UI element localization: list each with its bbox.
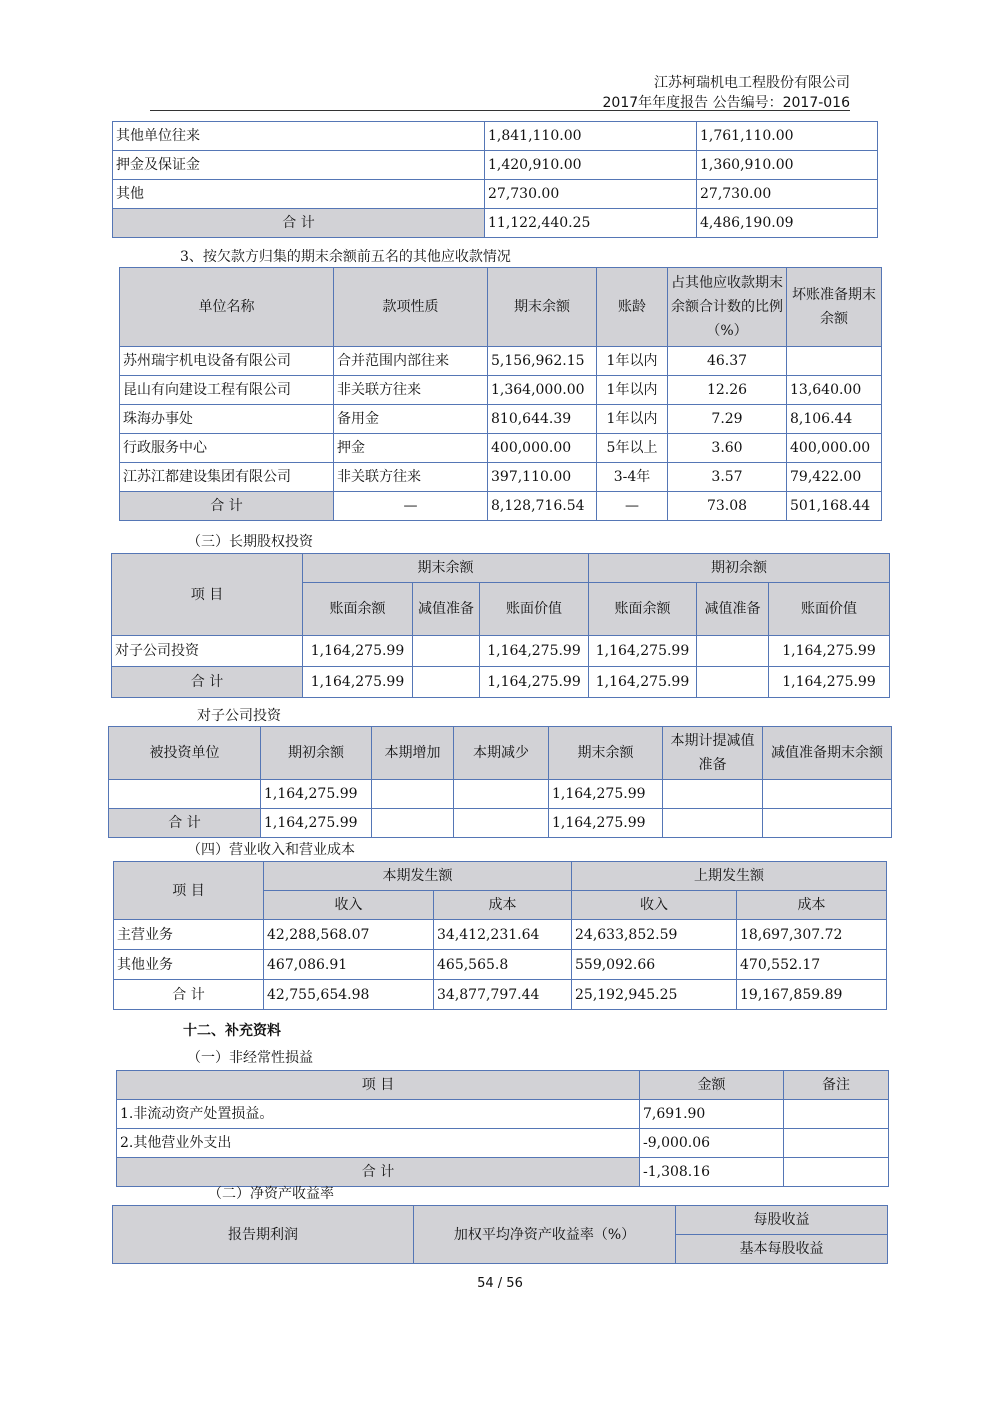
table-row [120, 376, 882, 405]
table-cell: 7,691.90 [640, 1100, 784, 1129]
table-header-row [120, 268, 882, 347]
table-cell [763, 780, 892, 809]
table-row [114, 920, 887, 950]
table-cell: 1,164,275.99 [549, 809, 663, 838]
table-cell: 1年以内 [597, 347, 668, 376]
col-header: 报告期利润 [113, 1206, 414, 1264]
table-row [112, 636, 890, 667]
table-cell: 46.37 [668, 347, 787, 376]
table-cell: 501,168.44 [787, 492, 882, 521]
table-cell: 397,110.00 [488, 463, 597, 492]
table-cell: 3.60 [668, 434, 787, 463]
table-cell: 1,761,110.00 [697, 122, 878, 151]
col-header: 备注 [784, 1071, 889, 1100]
table-cell: 1,164,275.99 [303, 636, 413, 667]
section-long-term-equity: （三）长期股权投资 [187, 534, 313, 550]
col-header: 占其他应收款期末余额合计数的比例（%） [668, 268, 787, 347]
other-receivables-table [112, 121, 878, 238]
col-header-item: 项 目 [114, 862, 264, 920]
table-cell: 25,192,945.25 [572, 980, 737, 1010]
col-header: 减值准备 [413, 583, 480, 636]
table-cell [454, 809, 549, 838]
table-cell: 1年以内 [597, 376, 668, 405]
table-cell: 1,164,275.99 [549, 780, 663, 809]
table-cell [697, 636, 769, 667]
col-header-current-period: 本期发生额 [264, 862, 572, 891]
page-number: 54 / 56 [477, 1276, 523, 1291]
section-revenue-cost: （四）营业收入和营业成本 [187, 842, 355, 858]
table-cell: 11,122,440.25 [485, 209, 697, 238]
table-cell: 苏州瑞宇机电设备有限公司 [120, 347, 334, 376]
total-label: 合 计 [112, 667, 303, 698]
table-cell: -1,308.16 [640, 1158, 784, 1187]
table-cell: 1,420,910.00 [485, 151, 697, 180]
col-header: 账龄 [597, 268, 668, 347]
section-supplementary-info: 十二、补充资料 [183, 1023, 281, 1039]
total-label: 合 计 [114, 980, 264, 1010]
table-row [113, 122, 878, 151]
table-cell: 1.非流动资产处置损益。 [117, 1100, 640, 1129]
table-cell [787, 347, 882, 376]
col-header-period-end: 期末余额 [303, 554, 589, 583]
section-return-on-equity: （二）净资产收益率 [208, 1186, 334, 1202]
table-cell: 24,633,852.59 [572, 920, 737, 950]
table-row [114, 950, 887, 980]
col-header: 坏账准备期末余额 [787, 268, 882, 347]
table-cell [697, 667, 769, 698]
table-cell: 1,164,275.99 [589, 667, 697, 698]
table-row [117, 1100, 889, 1129]
table-cell: 押金 [334, 434, 488, 463]
header-divider [150, 110, 850, 111]
table-cell: 3.57 [668, 463, 787, 492]
table-cell: 400,000.00 [787, 434, 882, 463]
col-header: 减值准备 [697, 583, 769, 636]
table-cell [454, 780, 549, 809]
table-cell: 27,730.00 [697, 180, 878, 209]
col-header: 账面余额 [589, 583, 697, 636]
col-header: 收入 [264, 891, 434, 920]
section-non-recurring: （一）非经常性损益 [187, 1050, 313, 1066]
table-cell: 非关联方往来 [334, 376, 488, 405]
table-cell: 12.26 [668, 376, 787, 405]
section-top5-receivables: 3、按欠款方归集的期末余额前五名的其他应收款情况 [180, 249, 511, 265]
total-label: 合 计 [120, 492, 334, 521]
table-cell: 470,552.17 [737, 950, 887, 980]
col-header-prior-period: 上期发生额 [572, 862, 887, 891]
table-header-row [109, 727, 892, 780]
table-cell: 42,288,568.07 [264, 920, 434, 950]
col-header: 本期减少 [454, 727, 549, 780]
table-cell [413, 667, 480, 698]
table-header-row [112, 554, 890, 583]
table-cell: 18,697,307.72 [737, 920, 887, 950]
table-row [113, 151, 878, 180]
table-cell: 1,164,275.99 [480, 636, 589, 667]
table-cell: 1,164,275.99 [480, 667, 589, 698]
table-total-row [120, 492, 882, 521]
table-cell: 4,486,190.09 [697, 209, 878, 238]
table-cell: 非关联方往来 [334, 463, 488, 492]
table-cell: 467,086.91 [264, 950, 434, 980]
table-cell: 5年以上 [597, 434, 668, 463]
non-recurring-table [116, 1070, 889, 1187]
table-cell: — [334, 492, 488, 521]
table-cell [784, 1100, 889, 1129]
table-cell: — [597, 492, 668, 521]
table-cell: 559,092.66 [572, 950, 737, 980]
col-header: 被投资单位 [109, 727, 261, 780]
col-header: 每股收益 [676, 1206, 888, 1235]
col-header: 账面余额 [303, 583, 413, 636]
table-cell [372, 809, 454, 838]
col-header: 收入 [572, 891, 737, 920]
table-cell: 押金及保证金 [113, 151, 485, 180]
table-cell: 珠海办事处 [120, 405, 334, 434]
col-header: 减值准备期末余额 [763, 727, 892, 780]
table-header-row [117, 1071, 889, 1100]
col-header: 期末余额 [488, 268, 597, 347]
col-header: 基本每股收益 [676, 1235, 888, 1264]
table-cell: 1,164,275.99 [769, 667, 890, 698]
col-header: 加权平均净资产收益率（%） [414, 1206, 676, 1264]
table-cell: 江苏江都建设集团有限公司 [120, 463, 334, 492]
col-header: 期初余额 [261, 727, 372, 780]
table-cell: 1,164,275.99 [261, 780, 372, 809]
top5-receivables-table [119, 267, 882, 521]
table-row [120, 347, 882, 376]
table-cell: 1,164,275.99 [303, 667, 413, 698]
header-report-number: 2017年年度报告 公告编号：2017-016 [602, 95, 850, 111]
table-cell: 27,730.00 [485, 180, 697, 209]
revenue-cost-table [113, 861, 887, 1010]
table-cell [763, 809, 892, 838]
table-cell: 合并范围内部往来 [334, 347, 488, 376]
col-header: 账面价值 [769, 583, 890, 636]
table-cell [413, 636, 480, 667]
table-row [120, 434, 882, 463]
table-cell: 19,167,859.89 [737, 980, 887, 1010]
table-cell: 主营业务 [114, 920, 264, 950]
table-cell [663, 809, 763, 838]
table-cell: 其他业务 [114, 950, 264, 980]
table-cell: 73.08 [668, 492, 787, 521]
col-header: 金额 [640, 1071, 784, 1100]
table-row [117, 1129, 889, 1158]
col-header: 本期增加 [372, 727, 454, 780]
table-cell: 34,412,231.64 [434, 920, 572, 950]
col-header: 账面价值 [480, 583, 589, 636]
table-total-row [113, 209, 878, 238]
table-cell: 1,841,110.00 [485, 122, 697, 151]
subsidiary-investment-table [108, 726, 892, 838]
table-cell: 1,360,910.00 [697, 151, 878, 180]
table-cell: 其他单位往来 [113, 122, 485, 151]
table-cell: 465,565.8 [434, 950, 572, 980]
table-cell [784, 1158, 889, 1187]
table-cell: 1,164,275.99 [769, 636, 890, 667]
table-cell [784, 1129, 889, 1158]
table-cell: 42,755,654.98 [264, 980, 434, 1010]
section-subsidiary-investment: 对子公司投资 [197, 708, 281, 724]
table-header-row [113, 1206, 888, 1235]
table-cell: 79,422.00 [787, 463, 882, 492]
col-header: 本期计提减值准备 [663, 727, 763, 780]
table-cell: 1年以内 [597, 405, 668, 434]
table-cell: 8,128,716.54 [488, 492, 597, 521]
table-cell: 行政服务中心 [120, 434, 334, 463]
table-row [120, 463, 882, 492]
table-cell [372, 780, 454, 809]
col-header-period-begin: 期初余额 [589, 554, 890, 583]
table-total-row [112, 667, 890, 698]
table-cell: 1,164,275.99 [589, 636, 697, 667]
table-cell: 5,156,962.15 [488, 347, 597, 376]
table-total-row [109, 809, 892, 838]
col-header-item: 项 目 [112, 554, 303, 636]
header-company: 江苏柯瑞机电工程股份有限公司 [654, 75, 850, 91]
table-cell: 7.29 [668, 405, 787, 434]
table-cell: 34,877,797.44 [434, 980, 572, 1010]
table-cell [663, 780, 763, 809]
total-label: 合 计 [113, 209, 485, 238]
table-cell: 1,164,275.99 [261, 809, 372, 838]
table-cell: 400,000.00 [488, 434, 597, 463]
table-row [113, 180, 878, 209]
table-cell: 其他 [113, 180, 485, 209]
col-header: 成本 [737, 891, 887, 920]
total-label: 合 计 [117, 1158, 640, 1187]
table-cell [109, 780, 261, 809]
table-header-row [114, 862, 887, 891]
return-on-equity-table [112, 1205, 888, 1264]
table-cell: 昆山有向建设工程有限公司 [120, 376, 334, 405]
col-header: 单位名称 [120, 268, 334, 347]
table-cell: 3-4年 [597, 463, 668, 492]
col-header: 期末余额 [549, 727, 663, 780]
col-header: 项 目 [117, 1071, 640, 1100]
table-cell: 2.其他营业外支出 [117, 1129, 640, 1158]
col-header: 款项性质 [334, 268, 488, 347]
table-cell: 810,644.39 [488, 405, 597, 434]
table-cell: 13,640.00 [787, 376, 882, 405]
long-term-equity-table [111, 553, 890, 698]
col-header: 成本 [434, 891, 572, 920]
table-row [120, 405, 882, 434]
total-label: 合 计 [109, 809, 261, 838]
table-cell: 1,364,000.00 [488, 376, 597, 405]
table-cell: -9,000.06 [640, 1129, 784, 1158]
table-cell: 8,106.44 [787, 405, 882, 434]
table-cell: 对子公司投资 [112, 636, 303, 667]
table-cell: 备用金 [334, 405, 488, 434]
table-row [109, 780, 892, 809]
table-total-row [114, 980, 887, 1010]
